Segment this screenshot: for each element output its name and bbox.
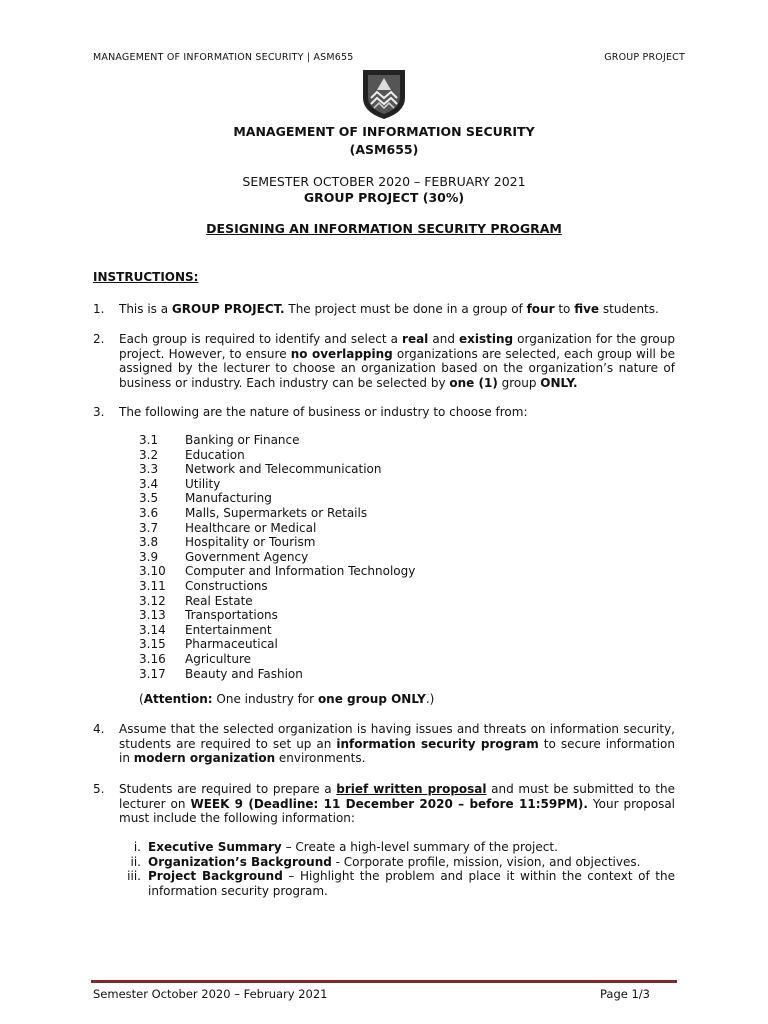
industry-number: 3.7 [139,520,159,535]
industry-label: Education [185,447,245,462]
instruction-item-4: Assume that the selected organization is having issues and threats on information security, students are required to set up an information security program to secure information in modern organization environments. [119,722,675,766]
industry-list-item [139,579,415,594]
industry-label: Banking or Finance [185,433,300,447]
industry-label: Real Estate [185,593,253,608]
industry-list-item [139,448,415,463]
industry-label: Pharmaceutical [185,637,278,652]
industry-label: Government Agency [185,549,309,564]
industry-label: Manufacturing [185,491,272,506]
industry-list-item [139,608,415,623]
page-number: Page 1/3 [599,987,650,1001]
project-topic: DESIGNING AN INFORMATION SECURITY PROGRAM [206,221,562,236]
item-number: 5. [93,782,105,796]
proposal-item-text: – Create a high-level summary of the project. [281,840,558,854]
industry-number: 3.11 [139,578,166,593]
proposal-item [119,840,675,855]
industry-list-item [139,521,415,536]
industry-list-item [139,491,415,506]
industry-list [139,433,415,681]
proposal-item-title: Executive Summary [148,840,282,854]
industry-number: 3.4 [139,476,159,491]
industry-number: 3.10 [139,564,166,579]
proposal-item-text: – Highlight the problem and place it within the context of the information security program. [148,869,675,898]
industry-number: 3.3 [139,462,159,477]
industry-number: 3.16 [139,651,166,666]
item-number: 3. [93,405,105,419]
proposal-item [119,869,675,898]
proposal-item [119,855,675,870]
industry-list-item [139,637,415,652]
industry-list-item [139,652,415,667]
project-weight: GROUP PROJECT (30%) [303,190,465,205]
proposal-item-number: iii. [127,869,141,883]
industry-number: 3.1 [139,433,159,447]
instructions-heading: INSTRUCTIONS: [93,270,199,284]
industry-number: 3.13 [139,608,166,623]
proposal-item-title: Organization’s Background [148,854,332,869]
industry-label: Utility [185,476,221,491]
course-title: MANAGEMENT OF INFORMATION SECURITY [233,124,535,139]
footer-semester: Semester October 2020 – February 2021 [93,987,328,1001]
industry-list-item [139,564,415,579]
running-header-right: GROUP PROJECT [604,52,685,63]
industry-list-item [139,433,415,448]
item-number: 4. [93,722,105,736]
industry-label: Network and Telecommunication [185,462,382,477]
item-number: 2. [93,332,105,346]
industry-label: Malls, Supermarkets or Retails [185,505,368,520]
industry-label: Healthcare or Medical [185,520,317,535]
instruction-item-5: Students are required to prepare a brief written proposal and must be submitted to the lecturer on WEEK 9 (Deadline: 11 December 2020 – before 11:59PM). Your proposal must include the following information: [119,782,676,826]
item-number: 1. [93,302,105,316]
footer-rule [91,980,677,983]
industry-list-item [139,462,415,477]
industry-number: 3.15 [139,637,166,652]
instruction-item-1: This is a GROUP PROJECT. The project must be done in a group of four to five students. [119,302,659,316]
proposal-contents-list [119,840,675,898]
industry-list-item [139,594,415,609]
industry-number: 3.5 [139,491,159,506]
industry-label: Entertainment [185,622,272,637]
industry-label: Computer and Information Technology [185,564,416,579]
industry-list-item [139,506,415,521]
proposal-item-text: - Corporate profile, mission, vision, and objectives. [331,854,641,869]
proposal-item-title: Project Background [148,869,283,883]
industry-label: Agriculture [185,651,251,666]
proposal-item-number: ii. [130,854,141,869]
industry-label: Constructions [185,578,268,593]
industry-list-item [139,535,415,550]
industry-list-item [139,550,415,565]
attention-note: (Attention: One industry for one group ONLY.) [139,692,435,706]
industry-number: 3.8 [139,535,159,550]
industry-number: 3.12 [139,593,166,608]
industry-number: 3.6 [139,505,159,520]
instruction-item-2: Each group is required to identify and select a real and existing organization for the group project. However, to ensure no overlapping organizations are selected, each group will be assigned by the lecturer to choose an organization based on the organization’s nature of business or industry. Each industry can be selected by one (1) group ONLY. [119,332,675,390]
course-code: (ASM655) [349,142,419,157]
industry-label: Transportations [185,608,278,623]
industry-list-item [139,623,415,638]
running-header-left: MANAGEMENT OF INFORMATION SECURITY | ASM655 [93,52,354,63]
industry-list-item [139,477,415,492]
university-logo [359,68,409,120]
industry-number: 3.14 [139,622,166,637]
industry-number: 3.2 [139,447,159,462]
instruction-item-3: The following are the nature of business or industry to choose from: [119,405,528,419]
industry-number: 3.17 [139,666,166,681]
industry-list-item [139,667,415,682]
industry-label: Beauty and Fashion [185,666,303,681]
proposal-item-number: i. [133,840,141,854]
semester-line: SEMESTER OCTOBER 2020 – FEBRUARY 2021 [242,174,526,189]
industry-label: Hospitality or Tourism [185,535,316,550]
industry-number: 3.9 [139,549,159,564]
